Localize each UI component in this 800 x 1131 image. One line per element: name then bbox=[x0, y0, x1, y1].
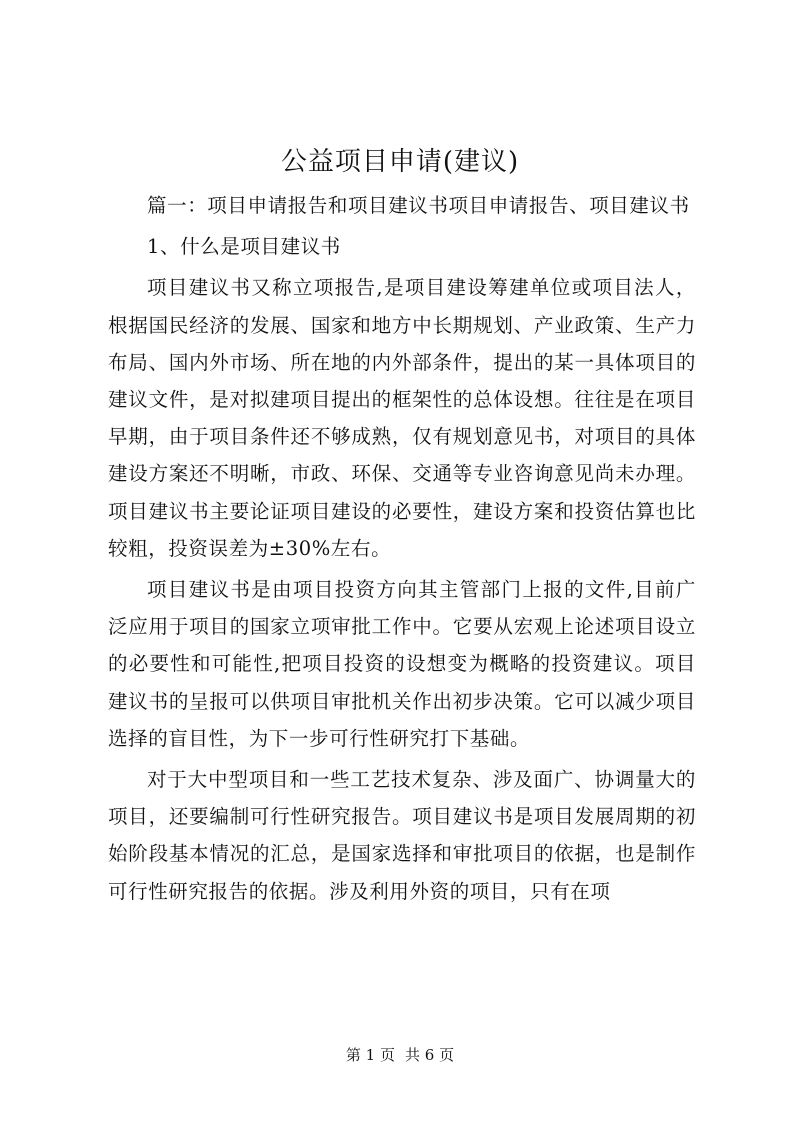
document-title: 公益项目申请(建议) bbox=[280, 147, 520, 177]
paragraph-submission: 项目建议书是由项目投资方向其主管部门上报的文件,目前广泛应用于项目的国家立项审批工作中。它要从宏观上论述项目设立的必要性和可能性,把项目投资的设想变为概略的投资建议。项目建议书的呈报可以供项目审批机关作出初步决策。它可以减少项目选择的盲目性，为下一步可行性研究打下基础。 bbox=[108, 578, 696, 750]
paragraph-subheading: 1、什么是项目建议书 bbox=[147, 235, 341, 259]
paragraph-definition: 项目建议书又称立项报告,是项目建设筹建单位或项目法人，根据国民经济的发展、国家和地方中长期规划、产业政策、生产力布局、国内外市场、所在地的内外部条件，提出的某一具体项目的建议文件，是对拟建项目提出的框架性的总体设想。往往是在项目早期，由于项目条件还不够成熟，仅有规划意见书，对项目的具体建设方案还不明晰，市政、环保、交通等专业咨询意见尚未办理。项目建议书主要论证项目建设的必要性，建设方案和投资估算也比较粗，投资误差为±30%左右。 bbox=[108, 276, 696, 560]
page-footer bbox=[0, 1045, 800, 1065]
paragraph-section-heading: 篇一：项目申请报告和项目建议书项目申请报告、项目建议书 bbox=[147, 194, 690, 217]
page-total: 共 6 页 bbox=[405, 1046, 455, 1064]
paragraph-large-projects: 对于大中型项目和一些工艺技术复杂、涉及面广、协调量大的项目，还要编制可行性研究报告。项目建议书是项目发展周期的初始阶段基本情况的汇总，是国家选择和审批项目的依据，也是制作可行性研究报告的依据。涉及利用外资的项目，只有在项 bbox=[108, 768, 696, 903]
document-body bbox=[108, 187, 696, 910]
page-number: 第 1 页 bbox=[345, 1046, 395, 1064]
